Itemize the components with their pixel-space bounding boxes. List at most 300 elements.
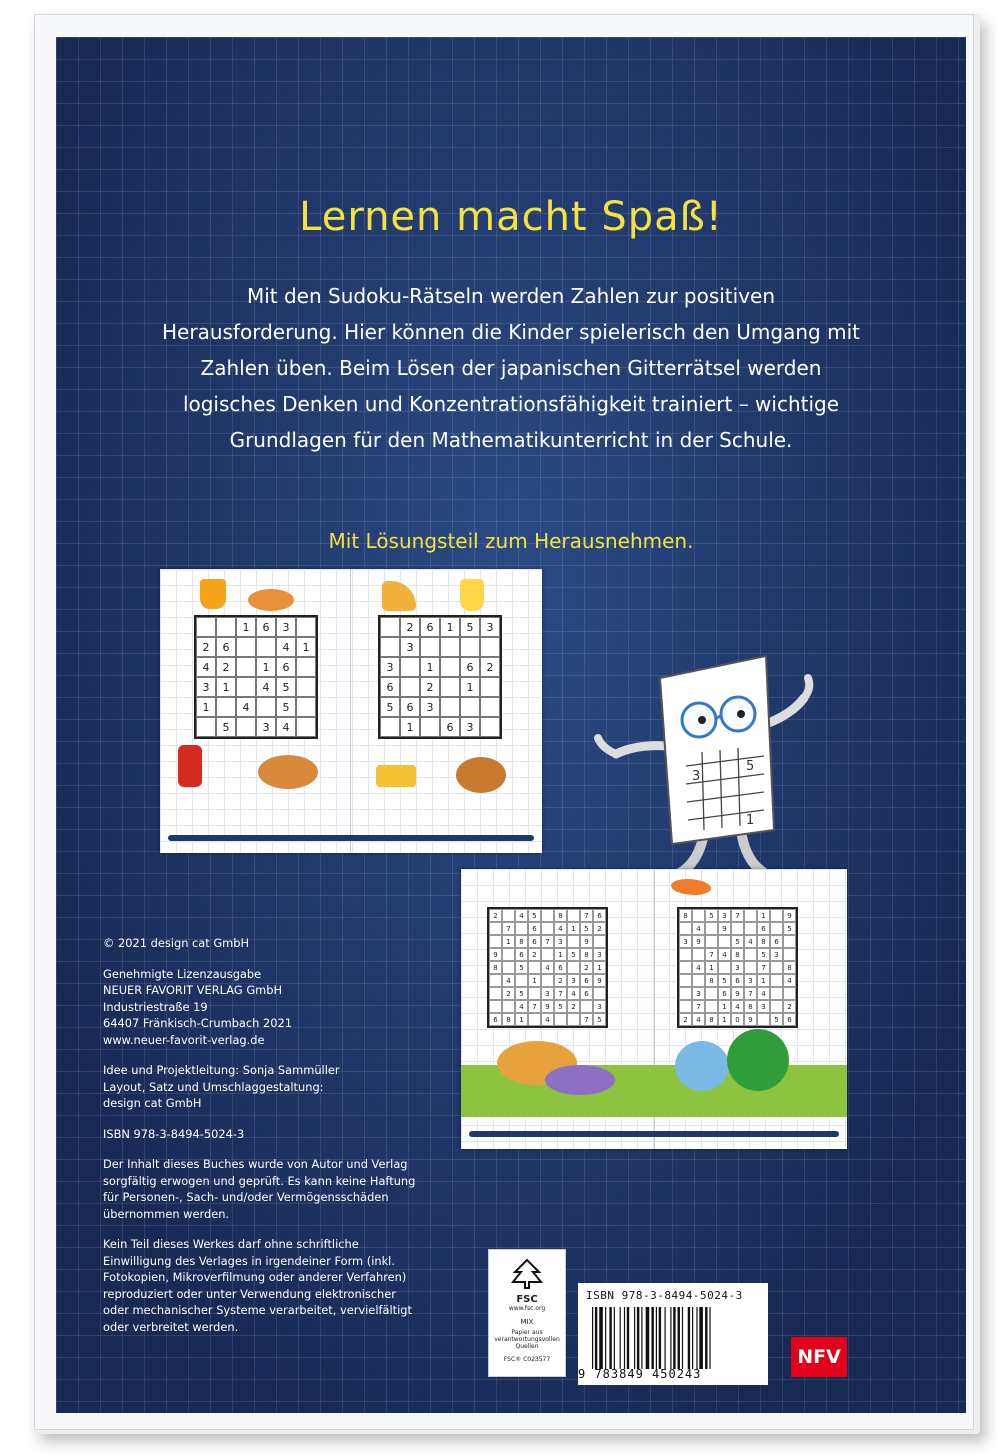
sudoku-cell: 8 [731,948,744,961]
sudoku-cell: 2 [502,987,515,1000]
sudoku-cell: 7 [528,1000,541,1013]
barcode-bar [637,1307,639,1369]
barcode-bar [678,1307,680,1369]
sudoku-cell: 4 [541,1013,554,1026]
sudoku-cell [489,922,502,935]
sudoku-cell: 7 [744,987,757,1000]
sudoku-cell: 6 [460,657,480,677]
sudoku-cell: 5 [276,697,296,717]
sudoku-cell: 5 [731,935,744,948]
sudoku-cell: 2 [679,1013,692,1026]
fsc-text: Papier aus verantwortungsvollen Quellen [494,1329,560,1350]
fsc-tree-icon [509,1258,545,1290]
sudoku-cell [554,1013,567,1026]
sudoku-cell: 3 [679,935,692,948]
sudoku-cell: 5 [216,717,236,737]
sudoku-cell: 1 [705,961,718,974]
sudoku-cell [692,974,705,987]
sudoku-cell: 4 [276,637,296,657]
license-info: Genehmigte Lizenzausgabe NEUER FAVORIT VERLAG GmbH Industriestraße 19 64407 Fränkisch-Crumbach 2021 www.neuer-favorit-verlag.de [103,966,293,1047]
sudoku-cell [420,717,440,737]
fries-icon [376,765,416,787]
fsc-brand: FSC [516,1294,538,1305]
sudoku-cell [705,922,718,935]
sudoku-cell: 7 [580,1013,593,1026]
sudoku-cell: 1 [528,974,541,987]
sudoku-cell [236,637,256,657]
sudoku-cell: 6 [528,922,541,935]
kebab-icon [258,755,318,789]
sudoku-cell: 3 [196,677,216,697]
sudoku-cell: 3 [380,657,400,677]
sudoku-grid-right [378,615,502,739]
sudoku-cell [770,1000,783,1013]
sudoku-cell [296,657,316,677]
barcode-bar [651,1307,653,1369]
sudoku-cell: 4 [502,974,515,987]
sudoku-cell [567,909,580,922]
barcode-bar [627,1307,629,1369]
sudoku-cell [718,935,731,948]
sudoku-cell: 1 [718,1013,731,1026]
sudoku-cell [679,1000,692,1013]
sudoku-cell [783,948,796,961]
barcode-bar [673,1307,675,1369]
sudoku-cell: 8 [783,961,796,974]
sudoku-cell [593,935,606,948]
fsc-url: www.fsc.org [508,1305,546,1312]
sudoku-cell: 9 [744,1013,757,1026]
sudoku-cell: 5 [515,961,528,974]
barcode-isbn: ISBN 978-3-8494-5024-3 [586,1289,743,1302]
mascot-cell-number: 1 [746,813,755,828]
sudoku-cell: 3 [757,1000,770,1013]
sudoku-cell [718,961,731,974]
sudoku-cell [783,987,796,1000]
sudoku-cell [296,677,316,697]
sudoku-cell: 5 [567,948,580,961]
sudoku-cell: 1 [400,717,420,737]
barcode-bar [692,1307,693,1369]
sudoku-cell: 5 [276,677,296,697]
sudoku-cell: 0 [731,1013,744,1026]
sudoku-cell: 4 [276,717,296,737]
intro-text: Mit den Sudoku-Rätseln werden Zahlen zur positiven Herausforderung. Hier können die Kinder spielerisch den Umgang mit Zahlen üben. Beim Lösen der japanischen Gitterrätsel werden logisches Denken und Konzentrationsfähigkeit trainiert – wichtige Grundlagen für den Mathematikunterricht in der Schule. [162,284,860,452]
sudoku-cell [770,987,783,1000]
sudoku-cell: 6 [256,617,276,637]
barcode-bar [699,1307,703,1369]
sudoku-cell [460,637,480,657]
sudoku-cell: 6 [380,677,400,697]
copyright: © 2021 design cat GmbH [103,936,250,950]
sudoku-cell [705,1000,718,1013]
sudoku-cell [236,657,256,677]
sudoku-cell: 1 [216,677,236,697]
sudoku-cell [770,961,783,974]
sudoku-cell: 4 [236,697,256,717]
sudoku-cell: 1 [567,922,580,935]
disclaimer: Der Inhalt dieses Buches wurde von Autor und Verlag sorgfältig erwogen und geprüft. Es kann keine Haftung für Personen-, Sach- und/oder Vermögensschäden übernommen werden. [103,1157,416,1221]
sudoku-cell: 6 [216,637,236,657]
sudoku-cell: 2 [489,909,502,922]
barcode-bar [614,1307,615,1369]
sudoku-cell: 8 [502,1013,515,1026]
sudoku-cell: 8 [515,935,528,948]
sudoku-cell: 2 [420,677,440,697]
sudoku-cell [489,1000,502,1013]
rights-notice: Kein Teil dieses Werkes darf ohne schriftliche Einwilligung des Verlages in irgendeiner Form (inkl. Fotokopien, Mikroverfilmung oder anderer Verfahren) reproduziert oder unter Verwendung elektronischer oder mechanischer Systeme verarbeitet, vervielfältigt oder verbreitet werden. [103,1237,412,1334]
green-trex-icon [727,1029,789,1091]
sudoku-cell: 4 [541,961,554,974]
sudoku-cell: 5 [460,617,480,637]
sudoku-cell [541,909,554,922]
sudoku-cell [380,637,400,657]
preview-spread-food [160,569,542,853]
sudoku-grid-right [677,907,798,1028]
fsc-type: MIX [520,1318,534,1326]
sudoku-cell: 4 [567,987,580,1000]
sudoku-cell: 2 [480,657,500,677]
sudoku-cell [744,961,757,974]
sudoku-cell: 1 [554,948,567,961]
sudoku-cell [679,987,692,1000]
sudoku-cell: 5 [593,1013,606,1026]
sudoku-cell: 1 [593,961,606,974]
sudoku-cell: 3 [718,909,731,922]
sudoku-cell [770,922,783,935]
sudoku-cell: 3 [593,948,606,961]
juice-icon [460,579,484,611]
sudoku-cell: 4 [744,935,757,948]
sudoku-cell: 8 [679,909,692,922]
sudoku-cell: 3 [541,987,554,1000]
sudoku-cell [541,948,554,961]
sudoku-cell: 5 [554,1000,567,1013]
sudoku-mascot [576,634,836,899]
pizza-icon [382,581,416,611]
sudoku-cell [541,922,554,935]
sudoku-cell: 7 [580,909,593,922]
barcode-bar [595,1307,597,1369]
sudoku-cell: 3 [420,697,440,717]
sudoku-cell [380,717,400,737]
barcode-bar [709,1307,710,1369]
sudoku-cell: 2 [783,1000,796,1013]
sudoku-cell: 2 [567,1000,580,1013]
sudoku-cell: 2 [593,922,606,935]
sudoku-cell: 6 [770,935,783,948]
barcode [578,1283,768,1385]
sudoku-cell: 6 [528,935,541,948]
sudoku-cell: 5 [718,974,731,987]
sudoku-cell: 9 [580,935,593,948]
sudoku-cell [515,922,528,935]
barcode-bar [656,1307,657,1369]
sudoku-cell [400,677,420,697]
publisher-logo: NFV [791,1337,847,1377]
sudoku-cell [440,677,460,697]
sudoku-cell: 8 [705,1013,718,1026]
sudoku-cell [216,697,236,717]
sudoku-cell: 5 [380,697,400,717]
sudoku-cell [679,961,692,974]
sudoku-cell [757,1013,770,1026]
sudoku-cell: 9 [593,974,606,987]
sudoku-cell: 5 [705,909,718,922]
sudoku-cell: 3 [744,974,757,987]
sudoku-cell: 4 [515,909,528,922]
hotdog-icon [248,589,294,611]
barcode-bar [609,1307,611,1369]
barcode-bar [665,1307,666,1369]
sudoku-cell [580,1000,593,1013]
sudoku-cell [692,948,705,961]
sudoku-cell: 3 [692,987,705,1000]
sudoku-cell: 4 [718,948,731,961]
sudoku-cell [679,948,692,961]
sudoku-cell: 6 [580,974,593,987]
sudoku-cell: 4 [256,677,276,697]
sudoku-cell [502,1000,515,1013]
sudoku-cell: 3 [770,948,783,961]
sudoku-grid-left [194,615,318,739]
sudoku-cell [236,677,256,697]
sudoku-cell: 5 [515,987,528,1000]
barcode-bar [659,1307,661,1369]
credits: Idee und Projektleitung: Sonja Sammüller Layout, Satz und Umschlaggestaltung: design cat GmbH [103,1063,340,1110]
sudoku-cell [440,637,460,657]
sudoku-cell: 1 [440,617,460,637]
sudoku-cell [480,677,500,697]
sudoku-cell: 4 [757,987,770,1000]
sudoku-cell [705,987,718,1000]
sudoku-cell: 7 [554,987,567,1000]
sudoku-cell: 6 [276,657,296,677]
barcode-bar [646,1307,650,1369]
sudoku-cell: 4 [692,922,705,935]
sudoku-cell [770,974,783,987]
sudoku-cell [489,974,502,987]
sudoku-cell: 4 [554,922,567,935]
sudoku-cell [567,961,580,974]
sudoku-cell: 3 [460,717,480,737]
preview-spread-dino [461,869,847,1149]
sudoku-cell: 5 [580,922,593,935]
sudoku-cell: 5 [783,922,796,935]
sudoku-cell [400,657,420,677]
sudoku-cell [440,697,460,717]
sudoku-cell [679,974,692,987]
sudoku-cell: 3 [567,974,580,987]
sudoku-cell [528,961,541,974]
sudoku-cell: 3 [400,637,420,657]
barcode-bar [624,1307,625,1369]
pterodactyl-icon [671,879,711,895]
sudoku-cell: 1 [502,935,515,948]
barcode-bar [682,1307,683,1369]
barcode-bar [634,1307,635,1369]
solution-note: Mit Lösungsteil zum Herausnehmen. [328,529,694,553]
barcode-bar [696,1307,697,1369]
sudoku-cell [489,935,502,948]
sudoku-cell: 1 [236,617,256,637]
sudoku-cell: 7 [502,922,515,935]
sudoku-cell [692,909,705,922]
sudoku-cell [296,697,316,717]
sudoku-cell: 1 [718,1000,731,1013]
sudoku-cell: 1 [296,637,316,657]
ketchup-icon [178,745,202,787]
sudoku-cell: 7 [757,961,770,974]
barcode-bar [605,1307,606,1369]
barcode-bar [592,1307,593,1369]
sudoku-cell [731,922,744,935]
barcode-bar [670,1307,671,1369]
sudoku-cell [420,637,440,657]
sudoku-cell: 3 [480,617,500,637]
sudoku-cell: 6 [718,987,731,1000]
sudoku-cell: 8 [705,974,718,987]
sudoku-cell: 8 [744,1000,757,1013]
sudoku-cell: 9 [692,935,705,948]
sudoku-cell [296,617,316,637]
sudoku-cell [528,987,541,1000]
barcode-bar [641,1307,642,1369]
blue-dino-icon [675,1041,729,1091]
isbn-text: ISBN 978-3-8494-5024-3 [103,1126,245,1141]
barcode-bars [592,1307,762,1369]
sudoku-cell: 6 [489,1013,502,1026]
sudoku-cell: 8 [554,909,567,922]
sudoku-cell: 6 [440,717,460,737]
sudoku-cell: 5 [757,948,770,961]
sudoku-cell: 9 [718,922,731,935]
sudoku-cell: 9 [783,909,796,922]
sudoku-cell [489,987,502,1000]
sudoku-cell [216,617,236,637]
sudoku-cell: 2 [528,948,541,961]
sudoku-cell: 4 [783,974,796,987]
sudoku-cell: 3 [276,617,296,637]
sudoku-cell [380,617,400,637]
sudoku-cell: 2 [196,637,216,657]
sudoku-cell [502,961,515,974]
sudoku-cell: 8 [580,948,593,961]
imprint [103,935,423,1349]
sudoku-cell [196,617,216,637]
sudoku-cell: 6 [731,974,744,987]
sudoku-cell [480,697,500,717]
sudoku-cell [744,948,757,961]
sudoku-cell: 1 [460,677,480,697]
sudoku-cell: 6 [420,617,440,637]
sudoku-cell: 1 [196,697,216,717]
sudoku-cell [196,717,216,737]
sudoku-cell [440,657,460,677]
page-footer-bar [168,835,534,841]
fsc-code: FSC® C023577 [503,1356,551,1363]
sudoku-cell: 3 [731,961,744,974]
sudoku-cell: 5 [770,1013,783,1026]
sudoku-grid-left [487,907,608,1028]
sudoku-cell: 6 [783,1013,796,1026]
spread-spine [350,569,351,853]
sudoku-cell [528,1013,541,1026]
sudoku-cell: 6 [580,987,593,1000]
sudoku-cell [502,909,515,922]
sudoku-cell [515,974,528,987]
sudoku-cell: 4 [731,1000,744,1013]
sudoku-cell: 8 [757,935,770,948]
sudoku-cell: 4 [692,961,705,974]
sudoku-cell: 7 [705,948,718,961]
sudoku-cell: 1 [757,909,770,922]
sudoku-cell: 6 [554,961,567,974]
sudoku-cell [480,717,500,737]
headline: Lernen macht Spaß! [299,194,723,240]
barcode-bar [620,1307,621,1369]
sudoku-cell: 8 [489,961,502,974]
sudoku-cell: 2 [400,617,420,637]
sudoku-cell: 7 [731,909,744,922]
page-footer-bar [469,1131,839,1137]
sudoku-cell [783,935,796,948]
sudoku-cell: 7 [541,935,554,948]
sudoku-cell: 3 [593,1000,606,1013]
sudoku-cell [256,697,276,717]
sudoku-cell: 9 [489,948,502,961]
barcode-bar [688,1307,690,1369]
drink-icon [200,579,226,609]
sudoku-cell: 1 [420,657,440,677]
mascot-cell-number: 3 [692,769,701,784]
mascot-cell-number: 5 [746,759,755,774]
sudoku-cell: 1 [256,657,276,677]
sudoku-cell: 6 [593,909,606,922]
sudoku-cell: 4 [196,657,216,677]
sudoku-cell: 5 [528,909,541,922]
sudoku-cell: 2 [216,657,236,677]
sudoku-cell [744,909,757,922]
back-cover [56,37,966,1413]
sudoku-cell: 6 [515,948,528,961]
barcode-bar [599,1307,603,1369]
sudoku-cell [502,948,515,961]
sudoku-cell: 6 [400,697,420,717]
sudoku-cell: 7 [692,1000,705,1013]
sudoku-cell [236,717,256,737]
sudoku-cell: 9 [541,1000,554,1013]
sudoku-cell [296,717,316,737]
barcode-digits: 9 783849 450243 [578,1367,702,1381]
sudoku-cell [744,922,757,935]
sudoku-cell: 1 [757,974,770,987]
sudoku-cell [593,987,606,1000]
sudoku-cell [460,697,480,717]
sudoku-cell: 3 [256,717,276,737]
sudoku-cell: 2 [554,974,567,987]
sudoku-cell: 4 [692,1013,705,1026]
sudoku-cell [770,909,783,922]
sudoku-cell: 4 [515,1000,528,1013]
sudoku-cell: 2 [580,961,593,974]
sudoku-cell: 9 [731,987,744,1000]
burger-icon [456,757,506,793]
sudoku-cell [679,922,692,935]
sudoku-cell: 1 [515,1013,528,1026]
sudoku-cell [256,637,276,657]
sudoku-cell: 3 [554,935,567,948]
